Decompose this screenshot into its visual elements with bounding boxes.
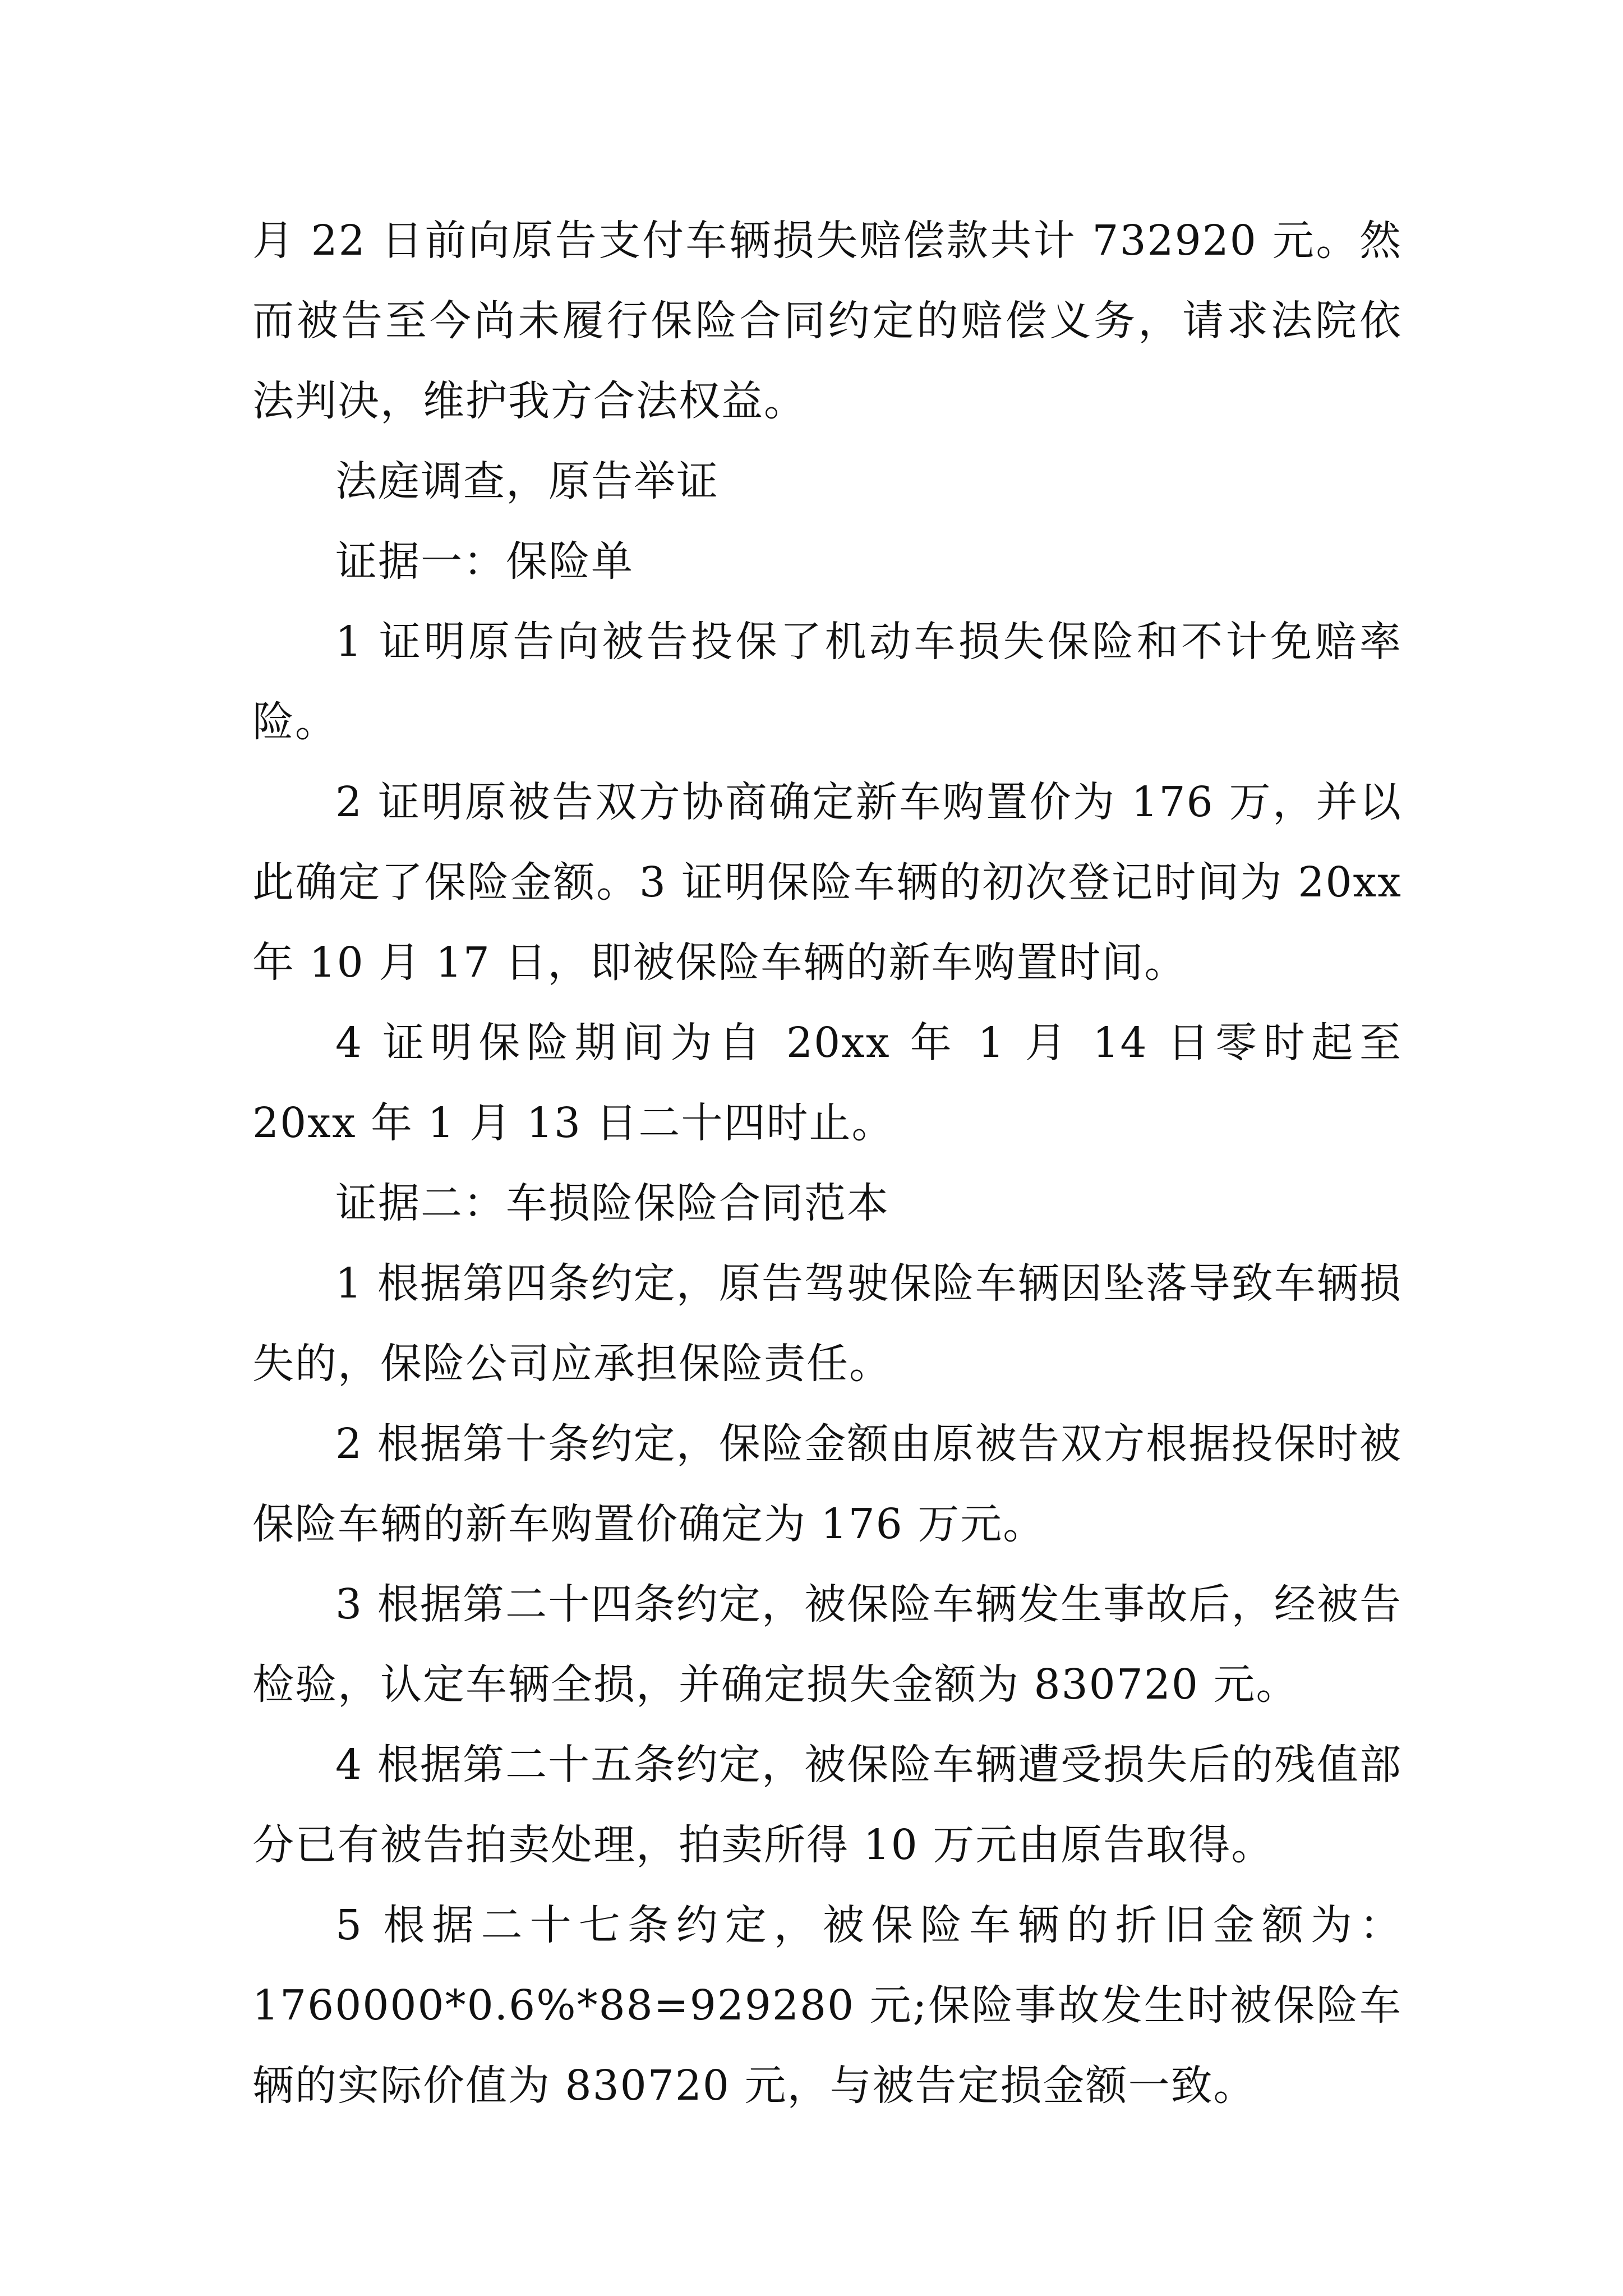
evidence-one-item-2-3: 2 证明原被告双方协商确定新车购置价为 176 万，并以此确定了保险金额。3 证明保险车辆的初次登记时间为 20xx 年 10 月 17 日，即被保险车辆的新车购置时间。: [252, 778, 1402, 987]
evidence-two-item-5: 5 根据二十七条约定，被保险车辆的折旧金额为：1760000*0.6%*88=929280 元;保险事故发生时被保险车辆的实际价值为 830720 元，与被告定损金额一致。: [252, 1901, 1402, 2110]
evidence-two-heading: 证据二：车损险保险合同范本: [335, 1179, 889, 1227]
evidence-one-item-4: 4 证明保险期间为自 20xx 年 1 月 14 日零时起至 20xx 年 1 月 13 日二十四时止。: [252, 1019, 1402, 1147]
evidence-two-item-1: 1 根据第四条约定，原告驾驶保险车辆因坠落导致车辆损失的，保险公司应承担保险责任。: [252, 1259, 1402, 1388]
section-heading-court-investigation: 法庭调查，原告举证: [335, 457, 719, 505]
evidence-two-item-2: 2 根据第十条约定，保险金额由原被告双方根据投保时被保险车辆的新车购置价确定为 176 万元。: [252, 1420, 1402, 1548]
evidence-two-item-4: 4 根据第二十五条约定，被保险车辆遭受损失后的残值部分已有被告拍卖处理，拍卖所得 10 万元由原告取得。: [252, 1741, 1402, 1869]
evidence-two-item-3: 3 根据第二十四条约定，被保险车辆发生事故后，经被告检验，认定车辆全损，并确定损失金额为 830720 元。: [252, 1580, 1402, 1709]
document-body: [252, 201, 1402, 2126]
paragraph-continuation: 月 22 日前向原告支付车辆损失赔偿款共计 732920 元。然而被告至今尚未履行保险合同约定的赔偿义务，请求法院依法判决，维护我方合法权益。: [252, 217, 1402, 425]
evidence-one-heading: 证据一：保险单: [335, 537, 634, 586]
evidence-one-item-1: 1 证明原告向被告投保了机动车损失保险和不计免赔率险。: [252, 618, 1402, 746]
